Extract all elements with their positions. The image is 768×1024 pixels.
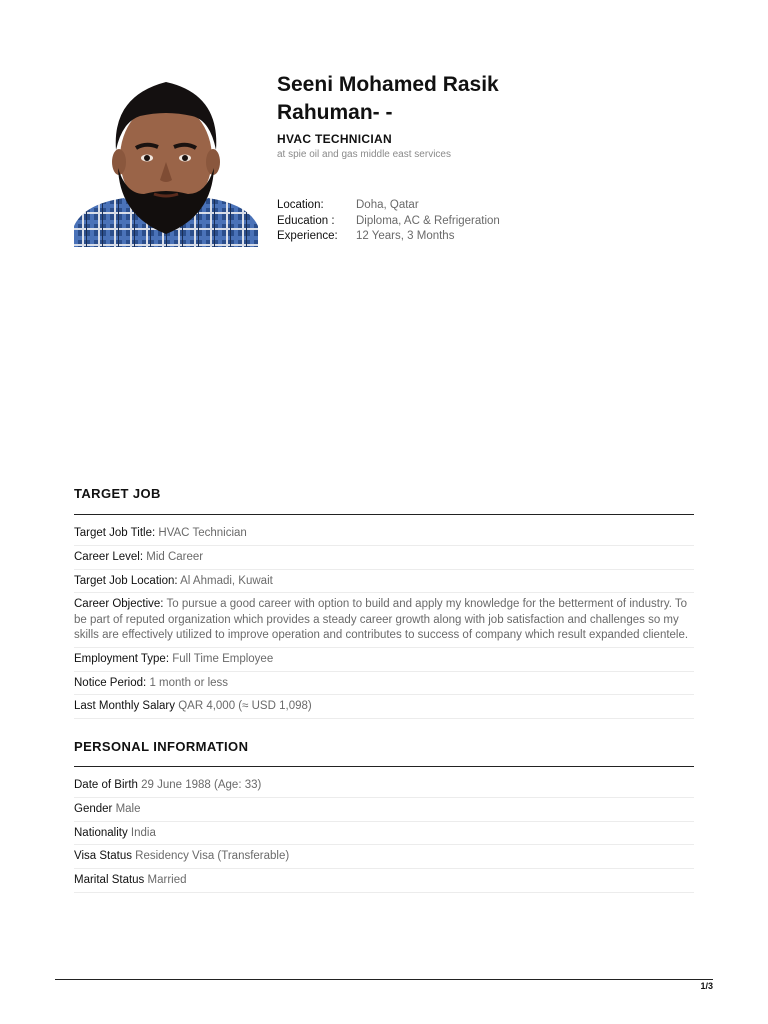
field-label: Last Monthly Salary: [74, 700, 175, 713]
field-value: 29 June 1988 (Age: 33): [141, 779, 262, 791]
field-career-level: [74, 546, 694, 570]
field-value: Married: [147, 874, 187, 887]
footer-divider: [55, 979, 713, 980]
field-target-job-location: [74, 570, 694, 594]
page-number: 1/3: [700, 981, 713, 991]
field-value: Mid Career: [146, 550, 204, 563]
field-visa-status: [74, 845, 694, 869]
current-job-title: HVAC TECHNICIAN: [277, 132, 392, 146]
field-value: To pursue a good career with option to build and apply my knowledge for the betterment of industry. To be part of reputed organization which provides a steady career growth along with job satisfaction and challenges so my skills are effectively utilized to improve operation and contributes to success of company which result expanded clientele.: [74, 598, 689, 641]
field-date-of-birth: [74, 774, 694, 798]
field-label: Employment Type:: [74, 652, 170, 665]
field-label: Notice Period:: [74, 676, 147, 689]
meta-value: 12 Years, 3 Months: [356, 230, 455, 242]
field-value: HVAC Technician: [158, 527, 247, 539]
field-notice-period: [74, 672, 694, 696]
meta-value: Doha, Qatar: [356, 199, 419, 211]
field-employment-type: [74, 648, 694, 672]
field-label: Date of Birth: [74, 779, 138, 791]
meta-label: Experience:: [277, 230, 338, 242]
field-label: Career Objective:: [74, 598, 164, 611]
meta-row-location: [277, 198, 500, 214]
field-last-monthly-salary: [74, 695, 694, 719]
field-value: 1 month or less: [149, 676, 229, 689]
field-value: Full Time Employee: [172, 652, 274, 665]
field-label: Marital Status: [74, 874, 145, 887]
meta-value: Diploma, AC & Refrigeration: [356, 214, 500, 227]
target-job-section: [74, 484, 694, 719]
meta-row-experience: [277, 229, 500, 245]
field-career-objective: [74, 593, 694, 647]
section-title: TARGET JOB: [74, 486, 161, 501]
field-label: Target Job Location:: [74, 574, 178, 587]
field-value: Male: [115, 802, 141, 815]
field-label: Career Level:: [74, 550, 144, 563]
field-marital-status: [74, 869, 694, 893]
field-target-job-title: [74, 522, 694, 546]
candidate-name: Seeni Mohamed Rasik Rahuman- -: [277, 73, 499, 124]
meta-label: Education :: [277, 214, 335, 227]
summary-meta: [277, 198, 500, 245]
field-label: Visa Status: [74, 850, 132, 863]
current-company: at spie oil and gas middle east services: [277, 149, 451, 160]
field-nationality: [74, 822, 694, 846]
field-label: Target Job Title:: [74, 527, 156, 539]
field-label: Gender: [74, 802, 113, 815]
meta-label: Location:: [277, 199, 324, 211]
personal-info-section: [74, 737, 694, 893]
profile-photo: [74, 76, 258, 247]
field-label: Nationality: [74, 826, 128, 839]
field-value: India: [130, 826, 156, 839]
field-value: QAR 4,000 (≈ USD 1,098): [178, 700, 312, 713]
field-gender: [74, 798, 694, 822]
meta-row-education: [277, 214, 500, 230]
section-title: PERSONAL INFORMATION: [74, 739, 249, 754]
field-value: Residency Visa (Transferable): [135, 850, 290, 863]
field-value: Al Ahmadi, Kuwait: [180, 574, 273, 587]
